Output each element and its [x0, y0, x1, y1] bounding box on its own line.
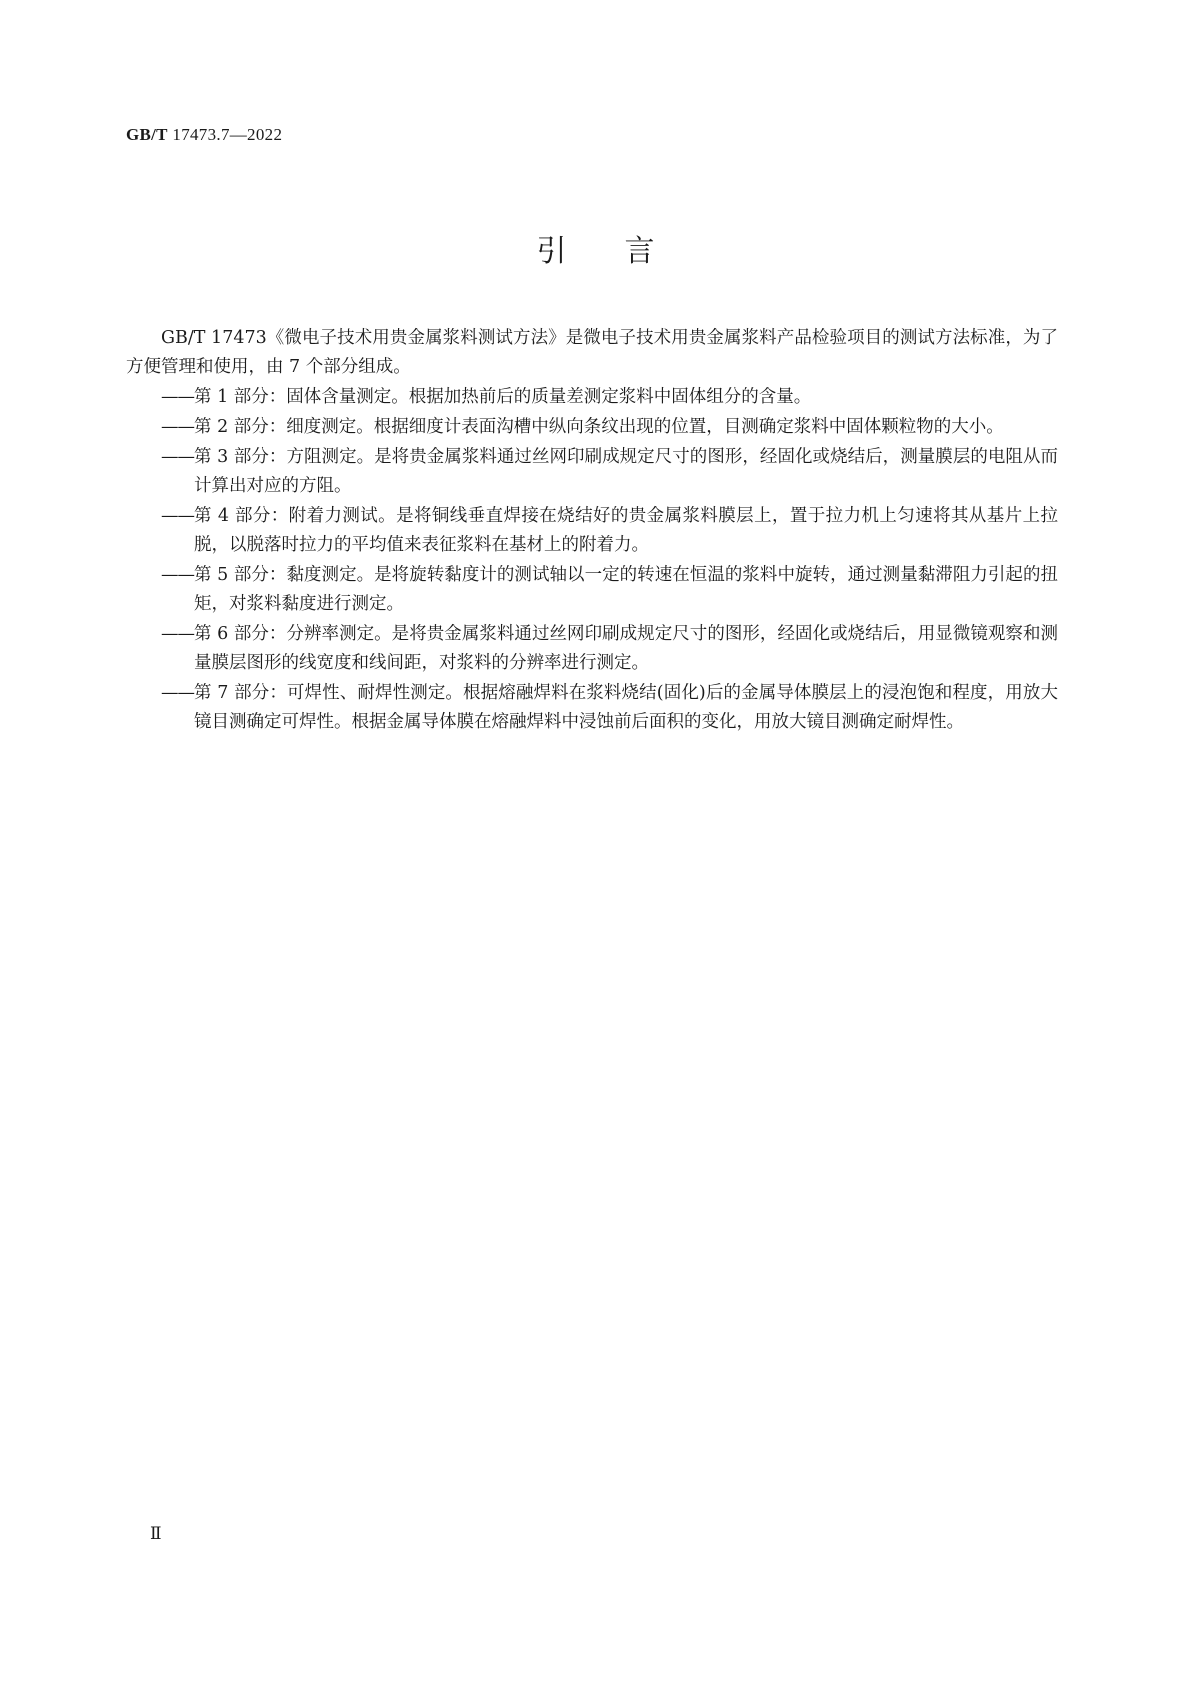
document-body: [126, 324, 1058, 738]
list-dash: ——: [161, 417, 194, 437]
list-dash: ——: [161, 683, 194, 703]
standard-prefix: GB/T: [126, 125, 168, 144]
part-1-text: 第 1 部分：固体含量测定。根据加热前后的质量差测定浆料中固体组分的含量。: [194, 387, 812, 407]
part-4-text: 第 4 部分：附着力测试。是将铜线垂直焊接在烧结好的贵金属浆料膜层上，置于拉力机上匀速将其从基片上拉脱，以脱落时拉力的平均值来表征浆料在基材上的附着力。: [194, 506, 1058, 555]
list-item: [126, 383, 1058, 412]
list-item: [126, 561, 1058, 619]
part-5-text: 第 5 部分：黏度测定。是将旋转黏度计的测试轴以一定的转速在恒温的浆料中旋转，通过测量黏滞阻力引起的扭矩，对浆料黏度进行测定。: [194, 565, 1058, 614]
list-dash: ——: [161, 506, 194, 526]
list-dash: ——: [161, 447, 194, 467]
intro-paragraph: GB/T 17473《微电子技术用贵金属浆料测试方法》是微电子技术用贵金属浆料产品检验项目的测试方法标准，为了方便管理和使用，由 7 个部分组成。: [126, 328, 1058, 377]
list-dash: ——: [161, 624, 194, 644]
list-item: [126, 443, 1058, 501]
page-title: 引言: [536, 234, 713, 269]
list-dash: ——: [161, 387, 194, 407]
list-item: [126, 413, 1058, 442]
list-item: [126, 502, 1058, 560]
standard-code: [126, 125, 282, 145]
part-6-text: 第 6 部分：分辨率测定。是将贵金属浆料通过丝网印刷成规定尺寸的图形，经固化或烧结后，用显微镜观察和测量膜层图形的线宽度和线间距，对浆料的分辨率进行测定。: [194, 624, 1058, 673]
list-item: [126, 679, 1058, 737]
standard-number: 17473.7—2022: [172, 125, 283, 144]
list-dash: ——: [161, 565, 194, 585]
page-number: Ⅱ: [150, 1524, 162, 1543]
part-7-text: 第 7 部分：可焊性、耐焊性测定。根据熔融焊料在浆料烧结(固化)后的金属导体膜层上的浸泡饱和程度，用放大镜目测确定可焊性。根据金属导体膜在熔融焊料中浸蚀前后面积的变化，用放大镜目测确定耐焊性。: [194, 683, 1058, 732]
list-item: [126, 620, 1058, 678]
part-3-text: 第 3 部分：方阻测定。是将贵金属浆料通过丝网印刷成规定尺寸的图形，经固化或烧结后，测量膜层的电阻从而计算出对应的方阻。: [194, 447, 1058, 496]
part-2-text: 第 2 部分：细度测定。根据细度计表面沟槽中纵向条纹出现的位置，目测确定浆料中固体颗粒物的大小。: [194, 417, 1004, 437]
